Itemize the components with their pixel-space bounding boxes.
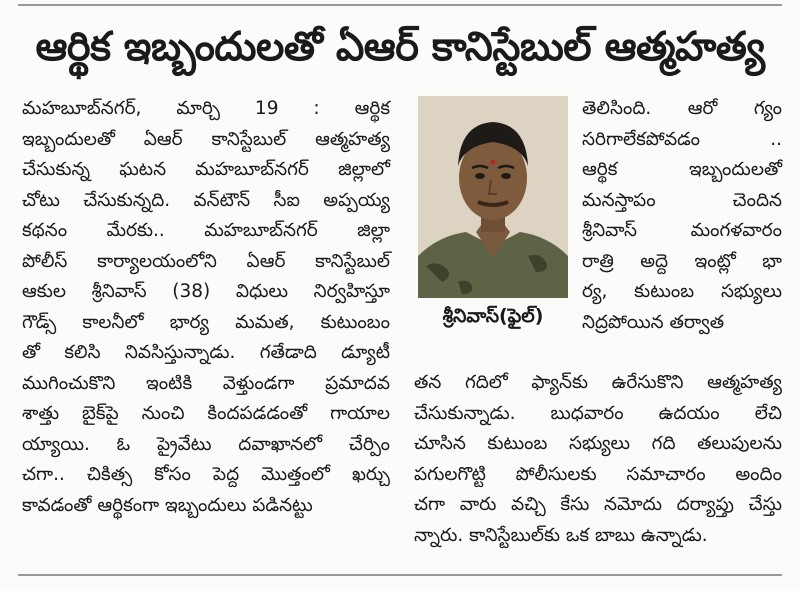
- text-line: చేసుకున్నాడు. బుధవారం ఉదయం లేచి: [414, 402, 782, 424]
- text-line: న్నారు. కానిస్టేబుల్‌కు ఒక బాబు ఉన్నాడు.: [414, 524, 708, 546]
- text-line: శాత్తు బైక్‌పై నుంచి కిందపడడంతో గాయాల: [22, 403, 390, 424]
- article-column-3: [414, 368, 782, 551]
- text-line: శ్రీనివాస్ మంగళవారం: [582, 220, 782, 241]
- text-line: తెలిసింది. ఆరో గ్యం: [582, 98, 782, 119]
- text-line: నిద్రపోయిన తర్వాత: [582, 311, 725, 333]
- headline: ఆర్థిక ఇబ్బందులతో ఏఆర్ కానిస్టేబుల్ ఆత్మహత్య: [35, 24, 765, 70]
- portrait-photo: [418, 96, 568, 298]
- text-line: చూసిన కుటుంబ సభ్యులు గది తలుపులను: [414, 433, 782, 454]
- portrait-illustration: [418, 96, 568, 298]
- text-line: మనస్తాపం చెందిన: [582, 189, 782, 211]
- text-line: య్యాయి. ఓ ప్రైవేటు దవాఖానలో చేర్పిం: [22, 433, 390, 455]
- text-line: చేసుకున్న ఘటన మహబూబ్‌నగర్ జిల్లాలో: [22, 159, 390, 180]
- text-line: తో కలిసి నివసిస్తున్నాడు. గతేడాది డ్యూటీ: [22, 342, 390, 363]
- article-column-2: [582, 94, 782, 338]
- text-line: పోలీస్ కార్యాలయంలోని ఏఆర్ కానిస్టేబుల్: [22, 250, 390, 272]
- text-line: తన గదిలో ఫ్యాన్‌కు ఉరేసుకొని ఆత్మహత్య: [414, 372, 782, 393]
- text-line: ఇబ్బందులతో ఏఆర్ కానిస్టేబుల్ ఆత్మహత్య: [22, 128, 390, 150]
- text-line: ఆర్థిక ఇబ్బందులతో: [582, 159, 782, 180]
- text-line: ఆకుల శ్రీనివాస్ (38) విధులు నిర్వహిస్తూ: [22, 281, 390, 302]
- text-line: కావడంతో ఆర్థికంగా ఇబ్బందులు పడినట్టు: [22, 494, 313, 516]
- top-divider: [18, 4, 782, 6]
- bottom-divider: [18, 574, 782, 576]
- text-line: కథనం మేరకు.. మహబూబ్‌నగర్ జిల్లా: [22, 220, 390, 241]
- text-line: గౌడ్స్ కాలనీలో భార్య మమత, కుటుంబం: [22, 311, 390, 333]
- text-line: పగులగొట్టి పోలీసులకు సమాచారం అందిం: [414, 463, 782, 485]
- text-line: ర్య, కుటుంబ సభ్యులు: [582, 281, 782, 302]
- text-line: చోటు చేసుకున్నది. వన్‌టౌన్ సీఐ అప్పయ్య: [22, 189, 390, 211]
- text-line: చగా.. చికిత్స కోసం పెద్ద మొత్తంలో ఖర్చు: [22, 464, 390, 485]
- article-column-1: [22, 94, 390, 521]
- text-line: చగా వారు వచ్చి కేసు నమోదు దర్యాప్తు చేస్తు: [414, 494, 782, 515]
- text-line: సరిగాలేకపోవడం ..: [582, 128, 782, 150]
- text-line: రాత్రి అద్దె ఇంట్లో భా: [582, 250, 782, 272]
- photo-caption: శ్రీనివాస్(ఫైల్): [442, 305, 544, 327]
- text-line: మహబూబ్‌నగర్, మార్చి 19 : ఆర్థిక: [22, 98, 390, 119]
- text-line: ముగించుకొని ఇంటికి వెళ్తుండగా ప్రమాదవ: [22, 372, 390, 394]
